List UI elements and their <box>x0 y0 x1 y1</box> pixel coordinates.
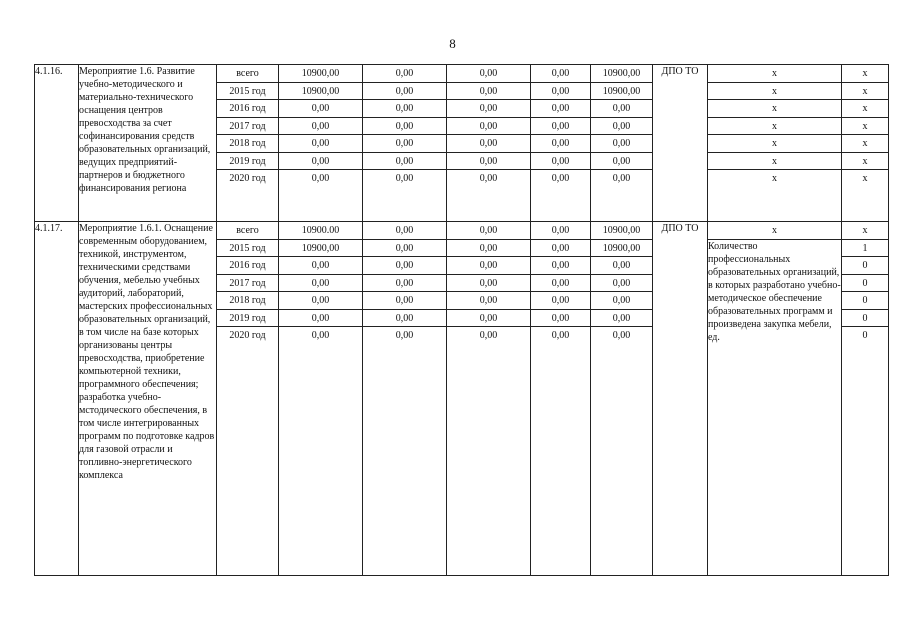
value-cell: 0,00 <box>363 100 446 118</box>
year-column <box>217 222 279 576</box>
indicator-cell: х <box>772 173 777 184</box>
value-cell: 0,00 <box>531 100 590 118</box>
funding-column-3 <box>447 222 531 576</box>
year-cell: 2016 год <box>217 257 278 275</box>
value-cell: 0,00 <box>531 240 590 258</box>
value-cell: 0,00 <box>279 275 362 293</box>
value-cell: 0,00 <box>363 153 446 171</box>
target-cell: х <box>842 135 888 153</box>
value-cell: 0,00 <box>279 135 362 153</box>
total-column <box>279 65 363 222</box>
value-cell: 0,00 <box>447 153 530 171</box>
value-cell: 0,00 <box>591 118 652 136</box>
funding-column-5 <box>591 65 653 222</box>
item-code: 4.1.16. <box>35 65 79 222</box>
year-cell: 2017 год <box>217 275 278 293</box>
indicator-column <box>708 222 842 576</box>
value-cell: 0,00 <box>279 118 362 136</box>
value-cell: 0,00 <box>531 153 590 171</box>
value-cell: 0,00 <box>311 330 330 341</box>
target-cell: 1 <box>842 240 888 258</box>
year-cell: 2018 год <box>217 135 278 153</box>
value-cell: 0,00 <box>279 292 362 310</box>
value-cell: 0,00 <box>447 135 530 153</box>
value-cell: 10900,00 <box>279 83 362 101</box>
target-column <box>842 65 889 222</box>
value-cell: 0,00 <box>551 173 570 184</box>
year-cell: 2015 год <box>217 83 278 101</box>
funding-column-5 <box>591 222 653 576</box>
value-cell: 0,00 <box>612 173 631 184</box>
item-description: Мероприятие 1.6. Развитие учебно-методического и материально-технического оснащения центров превосходства за счет софинансирования средств образовательных организаций, ведущих предприятий-партнеров и бюджетного финансирования региона <box>79 65 217 222</box>
value-cell: 0,00 <box>363 310 446 328</box>
funding-column-4 <box>531 222 591 576</box>
value-cell: 0,00 <box>363 83 446 101</box>
value-cell: 0,00 <box>531 292 590 310</box>
value-cell: 0,00 <box>395 330 414 341</box>
indicator-cell: х <box>708 118 841 136</box>
funding-column-2 <box>363 222 447 576</box>
value-cell: 0,00 <box>279 100 362 118</box>
target-cell: 0 <box>842 310 888 328</box>
target-cell: 0 <box>842 257 888 275</box>
target-cell: х <box>862 173 868 184</box>
target-cell: х <box>842 222 888 240</box>
value-cell: 0,00 <box>447 275 530 293</box>
value-cell: 0,00 <box>447 222 530 240</box>
value-cell: 0,00 <box>591 100 652 118</box>
year-cell: 2020 год <box>229 173 266 184</box>
indicator-cell: х <box>708 65 841 83</box>
target-cell: 0 <box>842 275 888 293</box>
value-cell: 10900,00 <box>591 240 652 258</box>
value-cell: 0,00 <box>591 257 652 275</box>
value-cell: 10900.00 <box>279 222 362 240</box>
item-description: Мероприятие 1.6.1. Оснащение современным оборудованием, техникой, инструментом, техническими средствами обучения, мебелью учебных аудиторий, лабораторий, мастерских профессиональных образовательных организаций, в том числе на базе которых организованы центры превосходства, приобретение компьютерной техники, программного обеспечения; разработка учебно-мстодического обеспечения, в том числе интегрированных программ по подготовке кадров для газовой отрасли и топливно-энергетического комплекса <box>79 222 217 576</box>
target-cell: 0 <box>862 330 868 341</box>
indicator-cell: х <box>708 153 841 171</box>
value-cell: 0,00 <box>531 257 590 275</box>
value-cell: 0,00 <box>531 222 590 240</box>
value-cell: 0,00 <box>447 257 530 275</box>
value-cell: 0,00 <box>311 173 330 184</box>
indicator-cell: х <box>708 135 841 153</box>
value-cell: 0,00 <box>591 135 652 153</box>
funding-column-4 <box>531 65 591 222</box>
target-cell: х <box>842 153 888 171</box>
indicator-text: Количество профессиональных образовательных организаций, в которых разработано учебно-методическое обеспечение образовательных программ и произведена закупка мебели, ед. <box>708 240 841 343</box>
value-cell: 0,00 <box>591 292 652 310</box>
value-cell: 0,00 <box>279 310 362 328</box>
table-row <box>35 65 889 222</box>
value-cell: 10900,00 <box>279 240 362 258</box>
value-cell: 10900,00 <box>279 65 362 83</box>
value-cell: 0,00 <box>363 292 446 310</box>
total-column <box>279 222 363 576</box>
value-cell: 0,00 <box>363 275 446 293</box>
value-cell: 0,00 <box>479 173 498 184</box>
value-cell: 0,00 <box>363 257 446 275</box>
value-cell: 0,00 <box>447 100 530 118</box>
target-cell: х <box>842 83 888 101</box>
value-cell: 0,00 <box>447 118 530 136</box>
value-cell: 10900,00 <box>591 222 652 240</box>
year-cell: 2019 год <box>217 153 278 171</box>
value-cell: 10900,00 <box>591 83 652 101</box>
value-cell: 0,00 <box>363 135 446 153</box>
value-cell: 0,00 <box>591 275 652 293</box>
value-cell: 0,00 <box>363 65 446 83</box>
target-cell: х <box>842 65 888 83</box>
page-number: 8 <box>449 36 456 51</box>
year-cell: 2017 год <box>217 118 278 136</box>
target-cell: х <box>842 118 888 136</box>
indicator-cell: х <box>708 100 841 118</box>
year-cell: 2015 год <box>217 240 278 258</box>
value-cell: 0,00 <box>551 330 570 341</box>
value-cell: 0,00 <box>531 118 590 136</box>
funding-column-2 <box>363 65 447 222</box>
executor-cell: ДПО ТО <box>653 222 708 576</box>
value-cell: 0,00 <box>591 310 652 328</box>
value-cell: 0,00 <box>531 135 590 153</box>
year-cell: 2020 год <box>229 330 266 341</box>
value-cell: 0,00 <box>279 153 362 171</box>
value-cell: 0,00 <box>279 257 362 275</box>
year-cell: 2016 год <box>217 100 278 118</box>
value-cell: 0,00 <box>612 330 631 341</box>
value-cell: 0,00 <box>531 65 590 83</box>
year-cell: 2019 год <box>217 310 278 328</box>
year-cell: всего <box>217 65 278 83</box>
value-cell: 0,00 <box>531 310 590 328</box>
value-cell: 0,00 <box>591 153 652 171</box>
value-cell: 0,00 <box>395 173 414 184</box>
executor-cell: ДПО ТО <box>653 65 708 222</box>
year-column <box>217 65 279 222</box>
table-row <box>35 222 889 576</box>
target-cell: х <box>842 100 888 118</box>
target-column <box>842 222 889 576</box>
value-cell: 0,00 <box>363 222 446 240</box>
value-cell: 0,00 <box>447 292 530 310</box>
value-cell: 0,00 <box>531 83 590 101</box>
indicator-column <box>708 65 842 222</box>
program-table <box>34 64 889 576</box>
value-cell: 0,00 <box>447 310 530 328</box>
value-cell: 0,00 <box>447 83 530 101</box>
value-cell: 0,00 <box>363 118 446 136</box>
value-cell: 0,00 <box>447 240 530 258</box>
value-cell: 0,00 <box>363 240 446 258</box>
indicator-cell: х <box>708 222 841 240</box>
value-cell: 10900,00 <box>591 65 652 83</box>
item-code: 4.1.17. <box>35 222 79 576</box>
year-cell: 2018 год <box>217 292 278 310</box>
funding-column-3 <box>447 65 531 222</box>
target-cell: 0 <box>842 292 888 310</box>
indicator-cell: х <box>708 83 841 101</box>
year-cell: всего <box>217 222 278 240</box>
value-cell: 0,00 <box>531 275 590 293</box>
value-cell: 0,00 <box>479 330 498 341</box>
value-cell: 0,00 <box>447 65 530 83</box>
